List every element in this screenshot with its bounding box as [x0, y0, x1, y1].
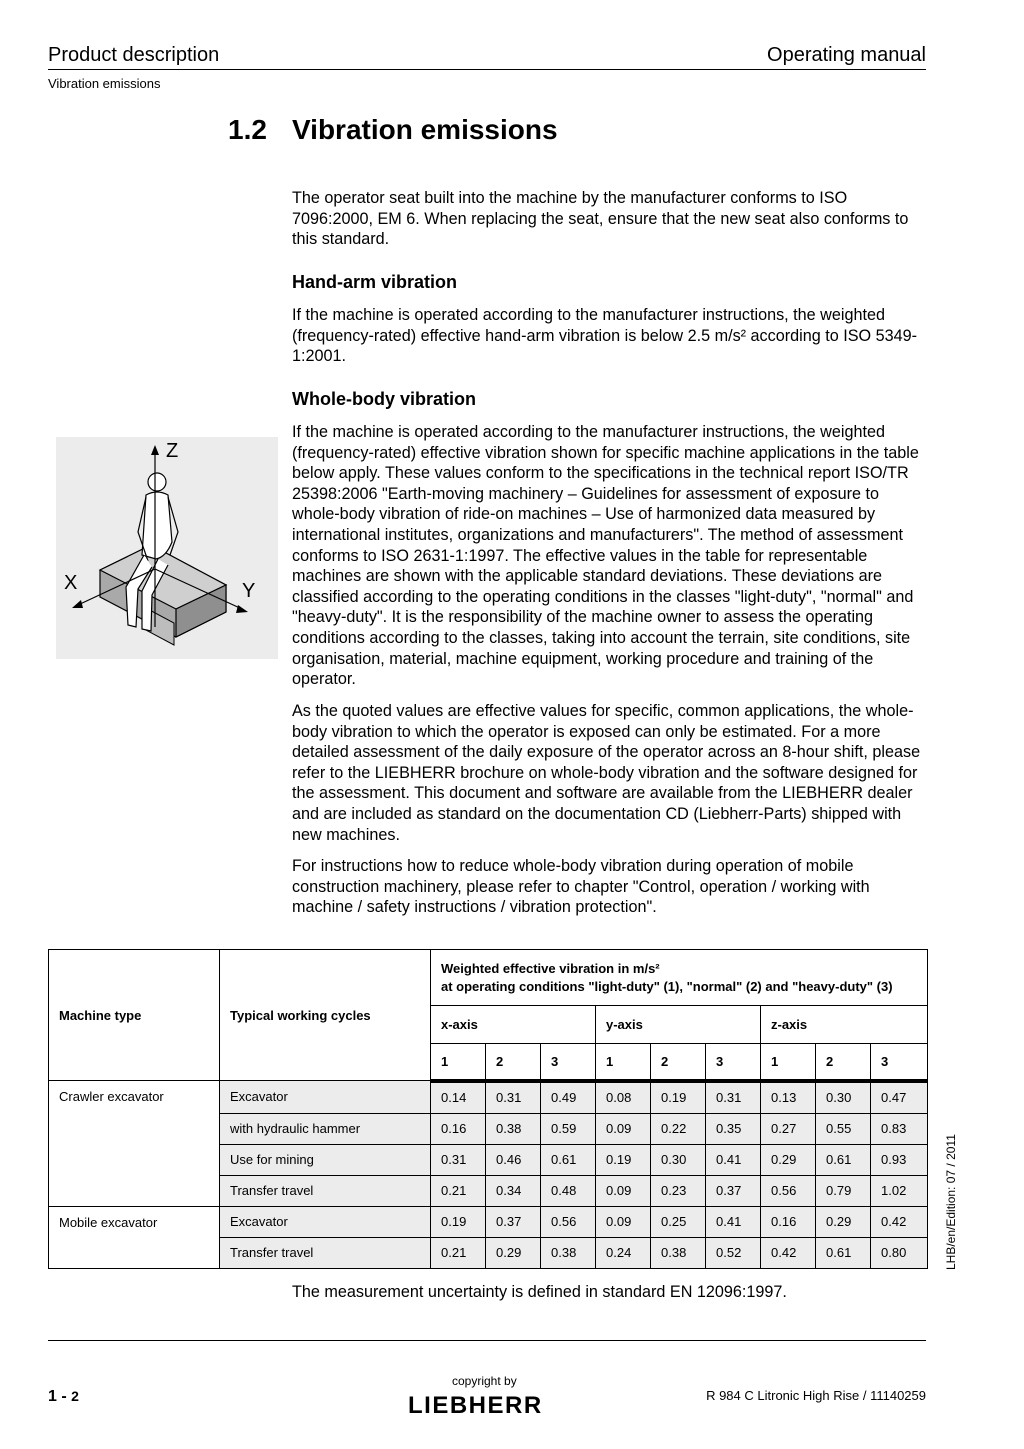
vibration-value-cell: 0.38: [541, 1237, 596, 1268]
working-cycle-cell: Transfer travel: [220, 1237, 431, 1268]
working-cycle-cell: Transfer travel: [220, 1175, 431, 1206]
col-machine-type: Machine type: [49, 950, 220, 1081]
vibration-value-cell: 0.31: [431, 1144, 486, 1175]
vibration-value-cell: 0.56: [541, 1206, 596, 1237]
vibration-value-cell: 0.47: [871, 1081, 928, 1114]
vibration-value-cell: 0.29: [761, 1144, 816, 1175]
working-cycle-cell: Use for mining: [220, 1144, 431, 1175]
vibration-value-cell: 0.61: [541, 1144, 596, 1175]
intro-paragraph: The operator seat built into the machine by the manufacturer conforms to ISO 7096:2000, EM 6. When replacing the seat, ensure that the new seat also conforms to this standard.: [292, 189, 909, 249]
vibration-value-cell: 0.42: [871, 1206, 928, 1237]
level-header: 3: [706, 1044, 761, 1081]
level-header: 2: [486, 1044, 541, 1081]
page-title: [228, 114, 558, 146]
vibration-value-cell: 0.09: [596, 1206, 651, 1237]
axis-z-label: Z: [166, 440, 179, 462]
vibration-value-cell: 0.35: [706, 1113, 761, 1144]
vibration-value-cell: 0.52: [706, 1237, 761, 1268]
svg-text:LIEBHERR: LIEBHERR: [408, 1392, 543, 1417]
header-section-title: Product description: [48, 44, 220, 66]
vibration-value-cell: 0.24: [596, 1237, 651, 1268]
vibration-value-cell: 0.22: [651, 1113, 706, 1144]
vibration-value-cell: 0.42: [761, 1237, 816, 1268]
vibration-value-cell: 0.14: [431, 1081, 486, 1114]
axis-y-label: Y: [242, 580, 256, 602]
vibration-value-cell: 0.25: [651, 1206, 706, 1237]
vibration-value-cell: 0.37: [486, 1206, 541, 1237]
table-row: [49, 1206, 928, 1237]
section-number: 1.2: [228, 114, 267, 145]
vibration-value-cell: 0.93: [871, 1144, 928, 1175]
vibration-value-cell: 0.34: [486, 1175, 541, 1206]
whole-body-heading: Whole-body vibration: [292, 389, 476, 409]
page-number: 1 - 2: [48, 1388, 79, 1405]
level-header: 1: [596, 1044, 651, 1081]
vibration-value-cell: 0.08: [596, 1081, 651, 1114]
machine-type-cell: Mobile excavator: [49, 1206, 220, 1268]
level-header: 2: [651, 1044, 706, 1081]
vibration-value-cell: 0.56: [761, 1175, 816, 1206]
vibration-value-cell: 0.80: [871, 1237, 928, 1268]
col-weighted-vibration: Weighted effective vibration in m/s² at operating conditions "light-duty" (1), "normal" (2) and "heavy-duty" (3): [431, 950, 928, 1006]
vibration-value-cell: 0.23: [651, 1175, 706, 1206]
vibration-value-cell: 0.38: [651, 1237, 706, 1268]
axis-header: y-axis: [596, 1006, 761, 1044]
vibration-value-cell: 0.29: [816, 1206, 871, 1237]
vibration-value-cell: 0.61: [816, 1237, 871, 1268]
vibration-value-cell: 0.27: [761, 1113, 816, 1144]
vibration-value-cell: 0.48: [541, 1175, 596, 1206]
table-row: [49, 1081, 928, 1114]
vibration-value-cell: 0.16: [761, 1206, 816, 1237]
vibration-value-cell: 0.19: [596, 1144, 651, 1175]
whole-body-paragraph-2: As the quoted values are effective values for specific, common applications, the whole-body vibration to which the operator is exposed can only be estimated. For a more detailed assessment of the daily exposure of the operator across an 8-hour shift, please refer to the LIEBHERR brochure on whole-body vibration and the software designed for the assessment. This document and software are available from the LIEBHERR dealer and are included as standard on the documentation CD (Liebherr-Parts) shipped with new machines.: [292, 702, 921, 844]
vibration-value-cell: 0.55: [816, 1113, 871, 1144]
vibration-value-cell: 0.31: [486, 1081, 541, 1114]
header-rule: [48, 69, 926, 70]
axis-header: z-axis: [761, 1006, 928, 1044]
vibration-value-cell: 0.37: [706, 1175, 761, 1206]
vibration-table: [48, 949, 928, 1269]
hand-arm-heading: Hand-arm vibration: [292, 272, 458, 292]
vibration-value-cell: 0.21: [431, 1237, 486, 1268]
vibration-value-cell: 0.30: [651, 1144, 706, 1175]
footer-rule: [48, 1340, 926, 1341]
whole-body-paragraph-3: For instructions how to reduce whole-body vibration during operation of mobile construction machinery, please refer to chapter "Control, operation / working with machine / safety instructions / vibration protection".: [292, 857, 870, 917]
machine-type-cell: Crawler excavator: [49, 1081, 220, 1207]
level-header: 3: [541, 1044, 596, 1081]
whole-body-paragraph-1: If the machine is operated according to the manufacturer instructions, the weighted (frequency-rated) effective vibration shown for specific machine applications in the table below apply. These values conform to the specifications in the technical report ISO/TR 25398:2006 "Earth-moving machinery – Guidelines for assessment of exposure to whole-body vibration of ride-on machines – Use of harmonized data measured by international institutes, organizations and manufacturers". The method of assessment conforms to ISO 2631-1:1997. The effective values in the table for representable machines are shown with the applicable standard deviations. These deviations are classified according to the operating conditions in the classes "light-duty", "normal" and "heavy-duty". It is the responsibility of the machine owner to assess the operating conditions according to the classes, taking into account the terrain, site conditions, site organisation, material, machine equipment, working procedure and training of the operator.: [292, 423, 919, 689]
liebherr-logo: [408, 1391, 568, 1422]
vibration-value-cell: 1.02: [871, 1175, 928, 1206]
working-cycle-cell: Excavator: [220, 1206, 431, 1237]
vibration-value-cell: 0.79: [816, 1175, 871, 1206]
vibration-value-cell: 0.38: [486, 1113, 541, 1144]
vibration-value-cell: 0.83: [871, 1113, 928, 1144]
vibration-value-cell: 0.09: [596, 1113, 651, 1144]
vibration-value-cell: 0.41: [706, 1206, 761, 1237]
edition-label: LHB/en/Edition: 07 / 2011: [944, 1134, 958, 1270]
vibration-value-cell: 0.19: [431, 1206, 486, 1237]
model-number: R 984 C Litronic High Rise / 11140259: [706, 1388, 926, 1403]
level-header: 1: [761, 1044, 816, 1081]
header-subtitle: Vibration emissions: [48, 76, 161, 91]
vibration-value-cell: 0.19: [651, 1081, 706, 1114]
level-header: 3: [871, 1044, 928, 1081]
vibration-value-cell: 0.41: [706, 1144, 761, 1175]
working-cycle-cell: with hydraulic hammer: [220, 1113, 431, 1144]
level-header: 2: [816, 1044, 871, 1081]
copyright-text: copyright by: [452, 1374, 517, 1388]
level-header: 1: [431, 1044, 486, 1081]
vibration-value-cell: 0.61: [816, 1144, 871, 1175]
vibration-value-cell: 0.13: [761, 1081, 816, 1114]
vibration-value-cell: 0.16: [431, 1113, 486, 1144]
vibration-value-cell: 0.21: [431, 1175, 486, 1206]
axis-x-label: X: [64, 572, 78, 594]
vibration-value-cell: 0.49: [541, 1081, 596, 1114]
vibration-value-cell: 0.29: [486, 1237, 541, 1268]
seated-operator-figure: [56, 437, 278, 659]
vibration-value-cell: 0.59: [541, 1113, 596, 1144]
vibration-value-cell: 0.31: [706, 1081, 761, 1114]
uncertainty-note: The measurement uncertainty is defined in standard EN 12096:1997.: [292, 1283, 787, 1301]
working-cycle-cell: Excavator: [220, 1081, 431, 1114]
vibration-value-cell: 0.30: [816, 1081, 871, 1114]
col-working-cycles: Typical working cycles: [220, 950, 431, 1081]
vibration-value-cell: 0.09: [596, 1175, 651, 1206]
hand-arm-paragraph: If the machine is operated according to the manufacturer instructions, the weighted (frequency-rated) effective hand-arm vibration is below 2.5 m/s² according to ISO 5349-1:2001.: [292, 306, 918, 366]
axis-header: x-axis: [431, 1006, 596, 1044]
vibration-value-cell: 0.46: [486, 1144, 541, 1175]
header-document-title: Operating manual: [767, 44, 926, 66]
section-title: Vibration emissions: [292, 114, 558, 145]
